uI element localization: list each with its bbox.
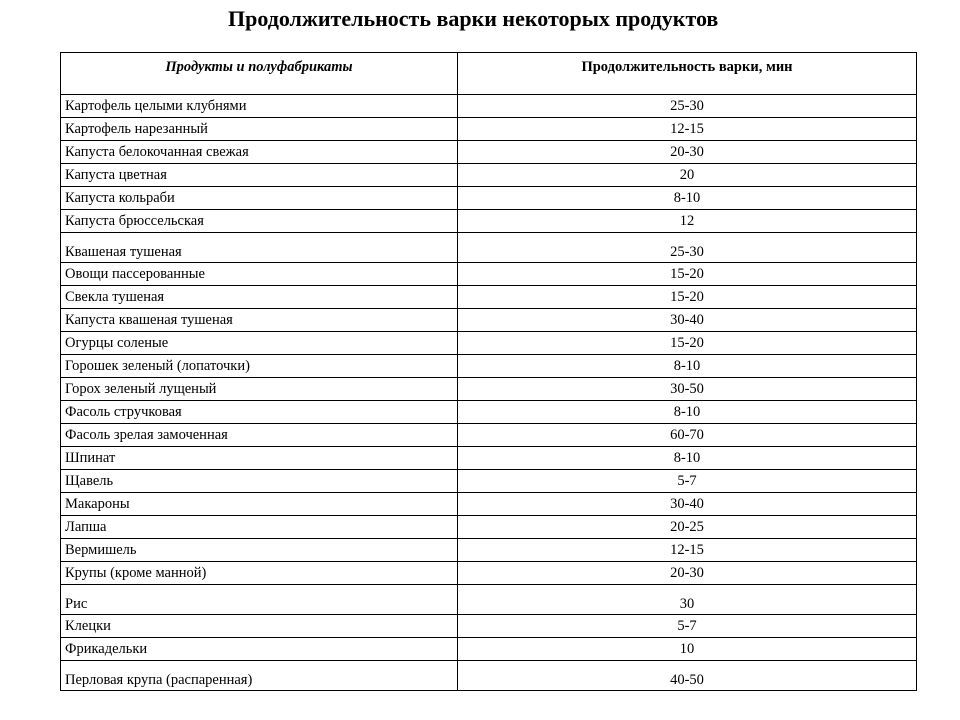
cooking-time-cell: 5-7 <box>458 470 917 493</box>
product-cell: Капуста цветная <box>61 164 458 187</box>
product-cell: Квашеная тушеная <box>61 233 458 263</box>
cooking-time-cell: 30-40 <box>458 493 917 516</box>
cooking-time-cell: 5-7 <box>458 615 917 638</box>
product-cell: Фрикадельки <box>61 638 458 661</box>
table-row <box>61 516 917 539</box>
cooking-time-cell: 10 <box>458 638 917 661</box>
cooking-time-cell: 8-10 <box>458 355 917 378</box>
table-row <box>61 332 917 355</box>
cooking-time-cell: 40-50 <box>458 661 917 691</box>
table-row <box>61 118 917 141</box>
table-row <box>61 286 917 309</box>
cooking-time-table-container <box>60 52 916 691</box>
table-row <box>61 355 917 378</box>
cooking-time-cell: 20-30 <box>458 562 917 585</box>
table-row <box>61 378 917 401</box>
product-cell: Капуста квашеная тушеная <box>61 309 458 332</box>
cooking-time-table <box>60 52 917 691</box>
table-row <box>61 401 917 424</box>
product-cell: Клецки <box>61 615 458 638</box>
table-row <box>61 424 917 447</box>
cooking-time-cell: 8-10 <box>458 187 917 210</box>
cooking-time-cell: 20-30 <box>458 141 917 164</box>
cooking-time-cell: 20-25 <box>458 516 917 539</box>
product-cell: Щавель <box>61 470 458 493</box>
product-cell: Горошек зеленый (лопаточки) <box>61 355 458 378</box>
table-row <box>61 95 917 118</box>
table-row <box>61 493 917 516</box>
cooking-time-cell: 20 <box>458 164 917 187</box>
table-header-row <box>61 53 917 95</box>
cooking-time-cell: 30-40 <box>458 309 917 332</box>
table-row <box>61 233 917 263</box>
table-row <box>61 447 917 470</box>
cooking-time-cell: 12 <box>458 210 917 233</box>
product-cell: Рис <box>61 585 458 615</box>
table-row <box>61 470 917 493</box>
table-row <box>61 661 917 691</box>
product-cell: Свекла тушеная <box>61 286 458 309</box>
table-row <box>61 164 917 187</box>
product-cell: Огурцы соленые <box>61 332 458 355</box>
cooking-time-cell: 60-70 <box>458 424 917 447</box>
table-row <box>61 263 917 286</box>
table-row <box>61 638 917 661</box>
table-body <box>61 95 917 691</box>
table-row <box>61 309 917 332</box>
product-cell: Перловая крупа (распаренная) <box>61 661 458 691</box>
table-row <box>61 585 917 615</box>
table-row <box>61 562 917 585</box>
table-row <box>61 615 917 638</box>
product-cell: Картофель нарезанный <box>61 118 458 141</box>
cooking-time-cell: 15-20 <box>458 332 917 355</box>
cooking-time-cell: 12-15 <box>458 539 917 562</box>
product-cell: Макароны <box>61 493 458 516</box>
product-cell: Капуста кольраби <box>61 187 458 210</box>
product-cell: Картофель целыми клубнями <box>61 95 458 118</box>
table-row <box>61 141 917 164</box>
column-header-cooking-time: Продолжительность варки, мин <box>458 53 917 95</box>
cooking-time-cell: 15-20 <box>458 286 917 309</box>
cooking-time-cell: 8-10 <box>458 401 917 424</box>
product-cell: Шпинат <box>61 447 458 470</box>
product-cell: Крупы (кроме манной) <box>61 562 458 585</box>
product-cell: Вермишель <box>61 539 458 562</box>
page-title: Продолжительность варки некоторых продуктов <box>228 6 719 31</box>
table-row <box>61 187 917 210</box>
cooking-time-cell: 8-10 <box>458 447 917 470</box>
column-header-products: Продукты и полуфабрикаты <box>61 53 458 95</box>
product-cell: Фасоль зрелая замоченная <box>61 424 458 447</box>
cooking-time-cell: 30 <box>458 585 917 615</box>
cooking-time-cell: 25-30 <box>458 233 917 263</box>
product-cell: Овощи пассерованные <box>61 263 458 286</box>
table-row <box>61 539 917 562</box>
cooking-time-cell: 15-20 <box>458 263 917 286</box>
cooking-time-cell: 25-30 <box>458 95 917 118</box>
product-cell: Фасоль стручковая <box>61 401 458 424</box>
cooking-time-cell: 30-50 <box>458 378 917 401</box>
product-cell: Лапша <box>61 516 458 539</box>
cooking-time-cell: 12-15 <box>458 118 917 141</box>
product-cell: Капуста брюссельская <box>61 210 458 233</box>
product-cell: Капуста белокочанная свежая <box>61 141 458 164</box>
product-cell: Горох зеленый лущеный <box>61 378 458 401</box>
table-row <box>61 210 917 233</box>
